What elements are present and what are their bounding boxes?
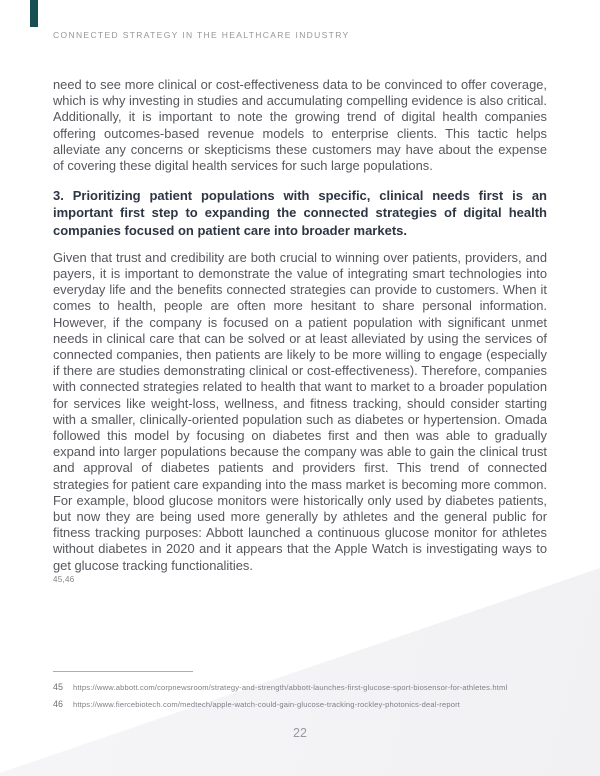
body-paragraph-1: need to see more clinical or cost-effectiveness data to be convinced to offer coverage, which is why investing in studies and accumulating compelling evidence is also critical. Additionally, it is important to note the growing trend of digital health companies offering outcomes-based revenue models to enterprise clients. This tactic helps alleviate any concerns or skepticisms these customers may have about the expense of covering these digital health services for such large populations. [53, 77, 547, 174]
page-edge-tab [30, 0, 38, 27]
body-paragraph-2: Given that trust and credibility are both crucial to winning over patients, providers, and payers, it is important to demonstrate the value of integrating smart technologies into everyday life and the benefits connected strategies can provide to customers. When it comes to health, people are often more hesitant to share personal information. However, if the company is focused on a patient population with significant unmet needs in clinical care that can be solved or at least alleviated by using the services of connected companies, then patients are likely to be more willing to engage (especially if there are studies demonstrating clinical or cost-effectiveness). Therefore, companies with connected strategies related to health that want to market to a broader population for services like weight-loss, wellness, and fitness tracking, should consider starting with a smaller, clinically-oriented population such as diabetes or hypertension. Omada followed this model by focusing on diabetes first and then was able to gradually expand into larger populations because the company was able to gain the clinical trust and approval of diabetes patients and providers first. This trend of connected strategies for patient care expanding into the mass market is becoming more common. For example, blood glucose monitors were historically only used by diabetes patients, but now they are being used more generally by athletes and the general public for fitness tracking purposes: Abbott launched a continuous glucose monitor for athletes without diabetes in 2020 and it appears that the Apple Watch is investigating ways to get glucose tracking functionalities. [53, 249, 547, 573]
footnote-number: 45 [53, 682, 64, 692]
footnote-number: 46 [53, 699, 64, 709]
footnotes-section [53, 671, 553, 716]
footnote-reference-marker: 45,46 [53, 574, 75, 584]
footnote-row [53, 699, 553, 709]
footnote-row [53, 682, 553, 692]
main-text-column [53, 77, 547, 584]
footnote-url: https://www.abbott.com/corpnewsroom/strategy-and-strength/abbott-launches-first-glucose-sport-biosensor-for-athletes.html [73, 683, 508, 692]
footnote-divider [53, 671, 193, 672]
page-number: 22 [293, 726, 307, 740]
running-header: CONNECTED STRATEGY IN THE HEALTHCARE INDUSTRY [53, 30, 350, 40]
footnote-list [53, 682, 553, 709]
footnote-url: https://www.fiercebiotech.com/medtech/apple-watch-could-gain-glucose-tracking-rockley-photonics-deal-report [73, 700, 461, 709]
section-heading: 3. Prioritizing patient populations with specific, clinical needs first is an important first step to expanding the connected strategies of digital health companies focused on patient care into broader markets. [53, 188, 547, 238]
